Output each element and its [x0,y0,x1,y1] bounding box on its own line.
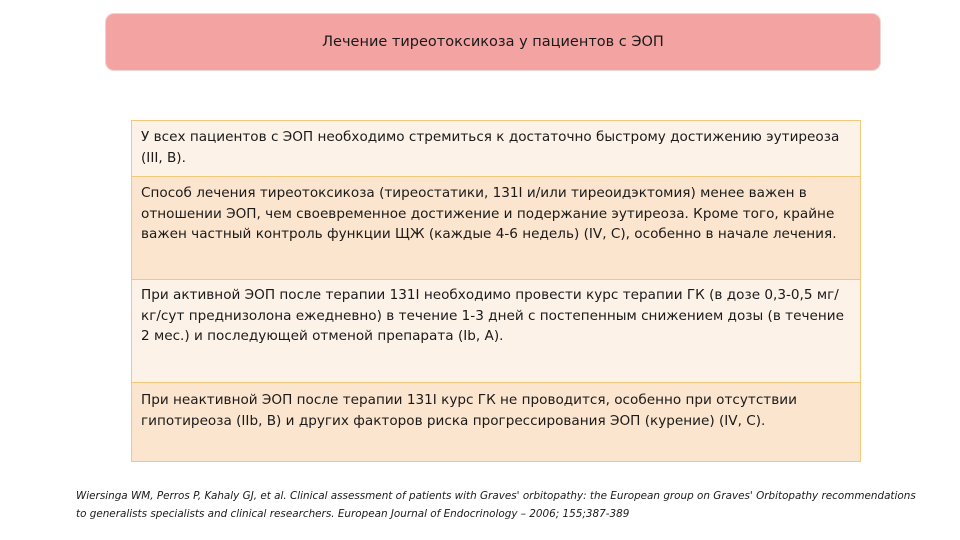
title-banner [106,14,880,70]
recommendation-row: Способ лечения тиреотоксикоза (тиреостатики, 131I и/или тиреоидэктомия) менее важен в отношении ЭОП, чем своевременное достижение и подержание эутиреоза. Кроме того, крайне важен частный контроль функции ЩЖ (каждые 4-6 недель) (IV, C), особенно в начале лечения. [132,177,860,280]
recommendations-table [131,120,861,462]
recommendation-row: При неактивной ЭОП после терапии 131I курс ГК не проводится, особенно при отсутствии гипотиреоза (IIb, B) и других факторов риска прогрессирования ЭОП (курение) (IV, C). [132,383,860,462]
recommendation-row: У всех пациентов с ЭОП необходимо стремиться к достаточно быстрому достижению эутиреоза (III, B). [132,121,860,177]
recommendation-row: При активной ЭОП после терапии 131I необходимо провести курс терапии ГК (в дозе 0,3-0,5 мг/кг/сут преднизолона ежедневно) в течение 1-3 дней с постепенным снижением дозы (в течение 2 мес.) и последующей отменой препарата (Ib, A). [132,280,860,383]
citation: Wiersinga WM, Perros P, Kahaly GJ, et al. Clinical assessment of patients with Graves' orbitopathy: the European group on Graves' Orbitopathy recommendations to generalists specialists and clinical researchers. European Journal of Endocrinology – 2006; 155;387-389 [76,490,916,520]
slide-title: Лечение тиреотоксикоза у пациентов с ЭОП [322,34,664,50]
